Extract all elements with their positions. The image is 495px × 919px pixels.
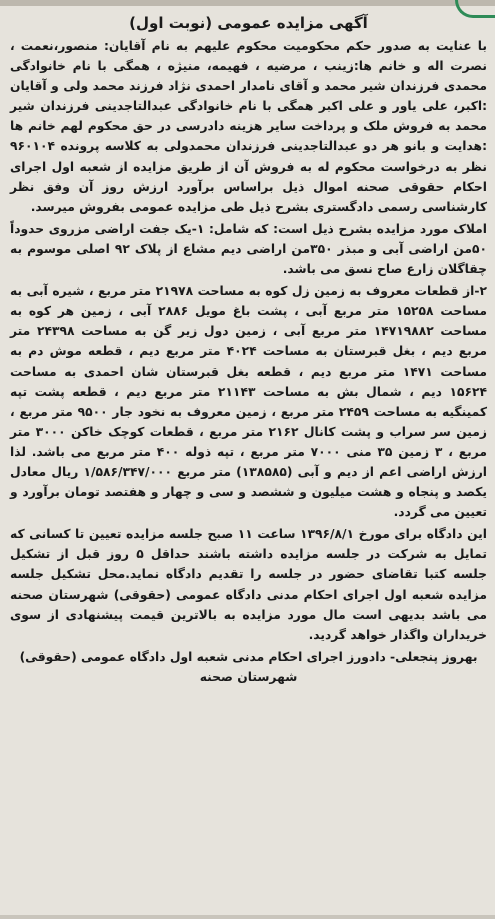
notice-signature: بهروز پنجعلی- دادورز اجرای احکام مدنی شعبه اول دادگاه عمومی (حقوقی) شهرستان صحنه bbox=[19, 649, 478, 684]
notice-title bbox=[10, 14, 487, 32]
notice-title-main: آگهی مزایده عمومی bbox=[217, 14, 368, 32]
notice-paragraph-session: این دادگاه برای مورخ ۱۳۹۶/۸/۱ ساعت ۱۱ صبح جلسه مزایده تعیین تا کسانی که تمایل به شرکت در جلسه مزایده داشته باشند حداقل ۵ روز قبل از تشکیل جلسه کتبا تقاضای حضور در جلسه را تقدیم دادگاه نماید.محل تشکیل جلسه مزایده شعبه اول اجرای احکام مدنی دادگاه عمومی (حقوقی) شهرستان صحنه می باشد بدیهی است مال مورد مزایده به بالاترین قیمت پیشنهادی از سوی خریداران واگذار خواهد گردید. bbox=[10, 527, 488, 642]
notice-paragraph-intro: با عنایت به صدور حکم محکومیت محکوم علیهم به نام آقایان: منصور،نعمت ، نصرت اله و خانم ها:زینب ، مرضیه ، فهیمه، منیژه ، همگی با نام خانوادگی محمدی فرزندان شیر محمد و آقای نامدار احمدی نژاد فرزند محمد ولی و آقایان :اکبر، علی یاور و علی اکبر همگی با نام خانوادگی عبدالتاجدینی فرزندان شیر محمد به فروش ملک و پرداخت سایر هزینه دادرسی در حق محکوم لهم خانم ها :هدایت و بانو هر دو عبدالتاجدینی فرزندان محمدولی به کلاسه پرونده ۹۶۰۱۰۴ نظر به درخواست محکوم له به فروش آن از طریق مزایده از شعبه اول اجرای احکام حقوقی صحنه اموال ذیل براساس برآورد ارزش روز آن وفق نظر کارشناسی رسمی دادگستری بشرح ذیل طی مزایده عمومی بفروش میرسد. bbox=[10, 39, 487, 214]
notice-title-round: (نوبت اول) bbox=[129, 14, 213, 32]
bottom-edge bbox=[0, 915, 495, 919]
notice-paragraph-property-1: املاک مورد مزایده بشرح ذیل است: که شامل: ۱-یک جفت اراضی مزروی حدوداً ۵۰من اراضی آبی و مبذر ۳۵۰من اراضی دیم مشاع از پلاک ۹۲ اصلی موسوم به چقاگلان زارع صاح نسق می باشد. bbox=[10, 221, 487, 277]
notice-paragraph-property-2: ۲-از قطعات معروف به زمین زل کوه به مساحت ۲۱۹۷۸ متر مربع ، شیره آبی به مساحت ۱۵۲۵۸ متر مربع آبی ، پشت باغ مویل ۲۸۸۶ آبی ، زمین هر کوه به مساحت ۱۴۷۱۹۸۸۲ متر مربع آبی ، زمین دول زیر گن به مساحت ۲۴۳۹۸ متر مربع دیم ، بغل قبرستان به مساحت ۴۰۲۴ متر مربع دیم ، قطعه موش دم به مساحت ۱۴۷۱ متر مربع دیم ، قطعه بغل قبرستان شان احمدی به مساحت ۱۵۶۲۴ دیم ، شمال بش به مساحت ۲۱۱۴۳ متر مربع دیم ، قطعه پشت تپه کمینگیه به مساحت ۲۴۵۹ متر مربع ، زمین معروف به نخود جار ۹۵۰۰ متر مربع ، زمین سر سراب و پشت کانال ۲۱۶۲ متر مربع ، قطعات کوچک خاکن ۳۰۰۰ متر مربع ، ۳ زمین ۳۵ منی ۷۰۰۰ متر مربع ، تپه ذوله ۴۰۰ متر مربع می باشد. لذا ارزش اراضی اعم از دیم و آبی (۱۳۸۵۸۵) متر مربع ۱/۵۸۶/۳۴۷/۰۰۰ ریال معادل یکصد و پنجاه و هشت میلیون و ششصد و سی و چهار و هفتصد تومان برآورد و تعیین می گردد. bbox=[10, 284, 488, 520]
top-border bbox=[0, 0, 495, 6]
